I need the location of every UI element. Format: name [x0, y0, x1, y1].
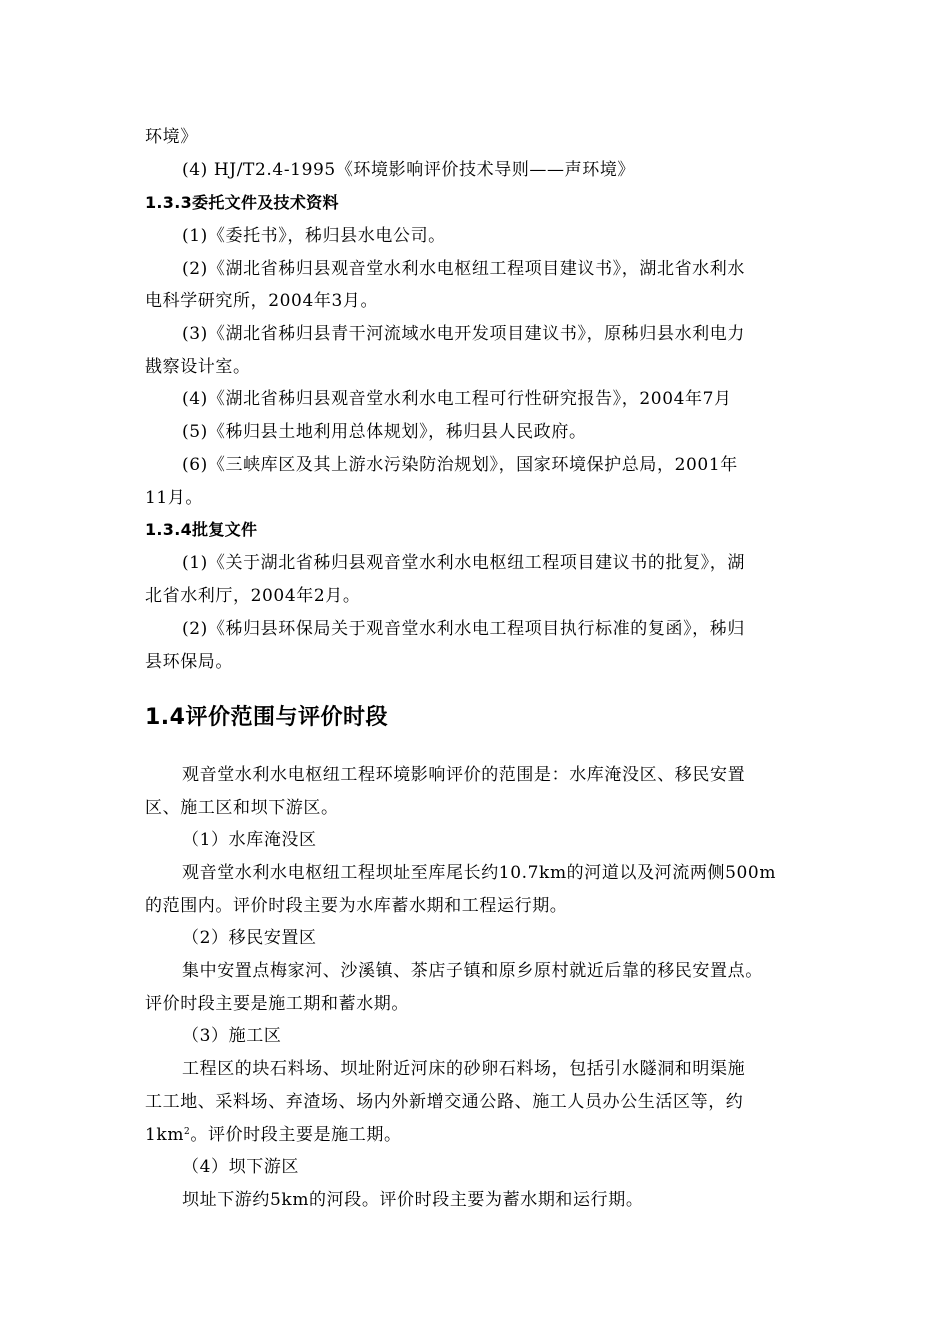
area-1-line-1: 观音堂水利水电枢纽工程坝址至库尾长约10.7km的河道以及河流两侧500m — [182, 863, 777, 883]
approval-item-2-line-1: (2)《秭归县环保局关于观音堂水利水电工程项目执行标准的复函》，秭归 — [182, 619, 745, 639]
area-2-line-1: 集中安置点梅家河、沙溪镇、茶店子镇和原乡原村就近后靠的移民安置点。 — [182, 961, 763, 981]
approval-item-2-line-2: 县环保局。 — [145, 652, 233, 672]
section-heading-1-3-4: 1.3.4批复文件 — [145, 520, 258, 539]
approval-item-1-line-1: (1)《关于湖北省秭归县观音堂水利水电枢纽工程项目建议书的批复》，湖 — [182, 553, 745, 573]
section-heading-1-3-3: 1.3.3委托文件及技术资料 — [145, 193, 339, 212]
area-3-line-3-post: 。评价时段主要是施工期。 — [190, 1125, 402, 1145]
standard-item-4: (4) HJ/T2.4-1995《环境影响评价技术导则——声环境》 — [182, 160, 636, 180]
area-2-title: （2）移民安置区 — [182, 928, 317, 948]
area-1-line-2: 的范围内。评价时段主要为水库蓄水期和工程运行期。 — [145, 896, 568, 916]
scope-intro-line-2: 区、施工区和坝下游区。 — [145, 798, 339, 818]
commission-item-4: (4)《湖北省秭归县观音堂水利水电工程可行性研究报告》，2004年7月 — [182, 389, 732, 409]
area-3-superscript: 2 — [184, 1127, 191, 1137]
area-4-line-1: 坝址下游约5km的河段。评价时段主要为蓄水期和运行期。 — [182, 1190, 644, 1210]
scope-intro-line-1: 观音堂水利水电枢纽工程环境影响评价的范围是：水库淹没区、移民安置 — [182, 765, 746, 785]
commission-item-3-line-2: 戡察设计室。 — [145, 357, 251, 377]
commission-item-5: (5)《秭归县土地利用总体规划》，秭归县人民政府。 — [182, 422, 587, 442]
standards-continued-line: 环境》 — [145, 127, 198, 147]
commission-item-2-line-1: (2)《湖北省秭归县观音堂水利水电枢纽工程项目建议书》，湖北省水利水 — [182, 259, 745, 279]
section-heading-1-4: 1.4评价范围与评价时段 — [145, 705, 388, 730]
area-3-title: （3）施工区 — [182, 1026, 282, 1046]
area-3-line-3 — [145, 1124, 402, 1146]
area-3-line-1: 工程区的块石料场、坝址附近河床的砂卵石料场，包括引水隧洞和明渠施 — [182, 1059, 746, 1079]
commission-item-3-line-1: (3)《湖北省秭归县青干河流域水电开发项目建议书》，原秭归县水利电力 — [182, 324, 745, 344]
commission-item-2-line-2: 电科学研究所，2004年3月。 — [145, 291, 379, 311]
area-2-line-2: 评价时段主要是施工期和蓄水期。 — [145, 994, 409, 1014]
approval-item-1-line-2: 北省水利厅，2004年2月。 — [145, 586, 361, 606]
area-3-line-3-pre: 1km — [145, 1125, 185, 1145]
area-3-line-2: 工工地、采料场、弃渣场、场内外新增交通公路、施工人员办公生活区等，约 — [145, 1092, 744, 1112]
area-1-title: （1）水库淹没区 — [182, 830, 317, 850]
area-4-title: （4）坝下游区 — [182, 1157, 300, 1177]
commission-item-6-line-1: (6)《三峡库区及其上游水污染防治规划》，国家环境保护总局，2001年 — [182, 455, 738, 475]
commission-item-1: (1)《委托书》，秭归县水电公司。 — [182, 226, 446, 246]
commission-item-6-line-2: 11月。 — [145, 488, 204, 508]
